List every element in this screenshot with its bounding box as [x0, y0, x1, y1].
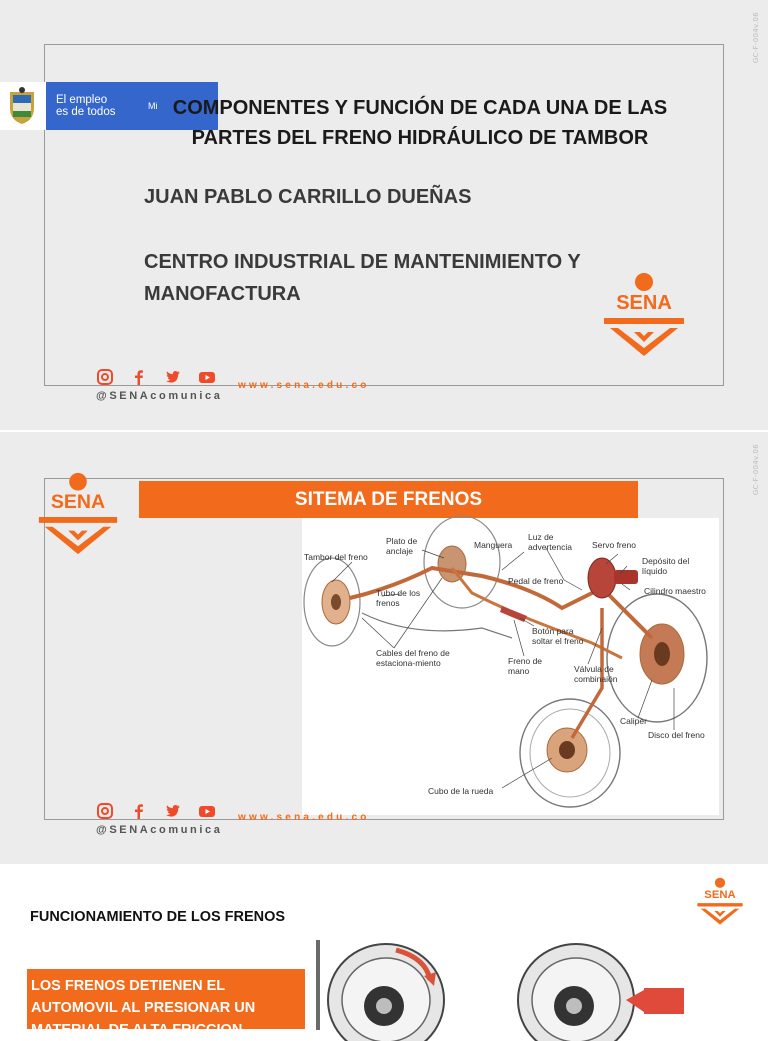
social-handle: @SENAcomunica	[96, 390, 223, 402]
doc-code: GC-F-004v.06	[752, 12, 760, 64]
label-servo: Servo freno	[592, 540, 636, 550]
sena-logo	[33, 470, 123, 560]
label-luz: Luz de advertencia	[528, 532, 572, 552]
slide-brake-operation	[0, 866, 768, 1038]
social-footer	[96, 368, 222, 402]
gov-ministry: Mi	[148, 101, 158, 111]
label-boton: Botón para soltar el freno	[532, 626, 584, 646]
social-footer	[96, 802, 222, 836]
twitter-icon[interactable]	[164, 368, 182, 386]
divider	[316, 940, 320, 1030]
instagram-icon[interactable]	[96, 802, 114, 820]
label-freno-mano: Freno de mano	[508, 656, 543, 676]
sena-logo	[694, 876, 746, 928]
youtube-icon[interactable]	[198, 802, 216, 820]
label-disco: Disco del freno	[648, 730, 705, 740]
section-heading: FUNCIONAMIENTO DE LOS FRENOS	[30, 909, 286, 925]
label-cilindro: Cilindro maestro	[644, 586, 706, 596]
label-plato: Plato de anclaje	[386, 536, 418, 556]
label-tambor: Tambor del freno	[304, 552, 368, 562]
social-handle: @SENAcomunica	[96, 824, 223, 836]
training-center: CENTRO INDUSTRIAL DE MANTENIMIENTO Y MANOFACTURA	[144, 251, 581, 305]
sena-logo	[598, 272, 690, 360]
label-cubo: Cubo de la rueda	[428, 786, 494, 796]
website-url[interactable]: www.sena.edu.co	[238, 812, 370, 823]
brake-operation-illustration	[326, 940, 696, 1024]
label-valvula: Válvula de combinaión	[574, 664, 618, 684]
slide-brake-system	[0, 432, 768, 864]
label-cables: Cables del freno de estaciona-miento	[376, 648, 450, 668]
label-pedal: Pedal de freno	[508, 576, 564, 586]
facebook-icon[interactable]	[130, 802, 148, 820]
gov-slogan-line2: es de todos	[56, 106, 116, 118]
colombia-shield-icon	[6, 86, 38, 126]
doc-code: GC-F-004v.06	[752, 444, 760, 496]
twitter-icon[interactable]	[164, 802, 182, 820]
gov-slogan-line1: El empleo	[56, 94, 108, 106]
facebook-icon[interactable]	[130, 368, 148, 386]
gov-slogan	[56, 94, 115, 118]
sena-logo-text: SENA	[50, 491, 106, 514]
label-manguera: Manguera	[474, 540, 513, 550]
sena-logo-text: SENA	[704, 889, 736, 902]
instagram-icon[interactable]	[96, 368, 114, 386]
youtube-icon[interactable]	[198, 368, 216, 386]
website-url[interactable]: www.sena.edu.co	[238, 380, 370, 391]
brake-system-diagram	[302, 518, 719, 815]
presentation-title: COMPONENTES Y FUNCIÓN DE CADA UNA DE LAS PARTES DEL FRENO HIDRÁULICO DE TAMBOR	[172, 97, 668, 149]
label-deposito: Depósito del líquido	[642, 556, 690, 576]
slide-title	[0, 0, 768, 430]
author-name: JUAN PABLO CARRILLO DUEÑAS	[144, 186, 472, 208]
sena-logo-text: SENA	[616, 292, 672, 314]
description-box: LOS FRENOS DETIENEN EL AUTOMOVIL AL PRESIONAR UN MATERIAL DE ALTA FRICCION	[27, 969, 305, 1029]
label-tubo: Tubo de los frenos	[376, 588, 421, 608]
slide-title: SITEMA DE FRENOS	[139, 481, 638, 518]
label-caliper: Caliper	[620, 716, 647, 726]
